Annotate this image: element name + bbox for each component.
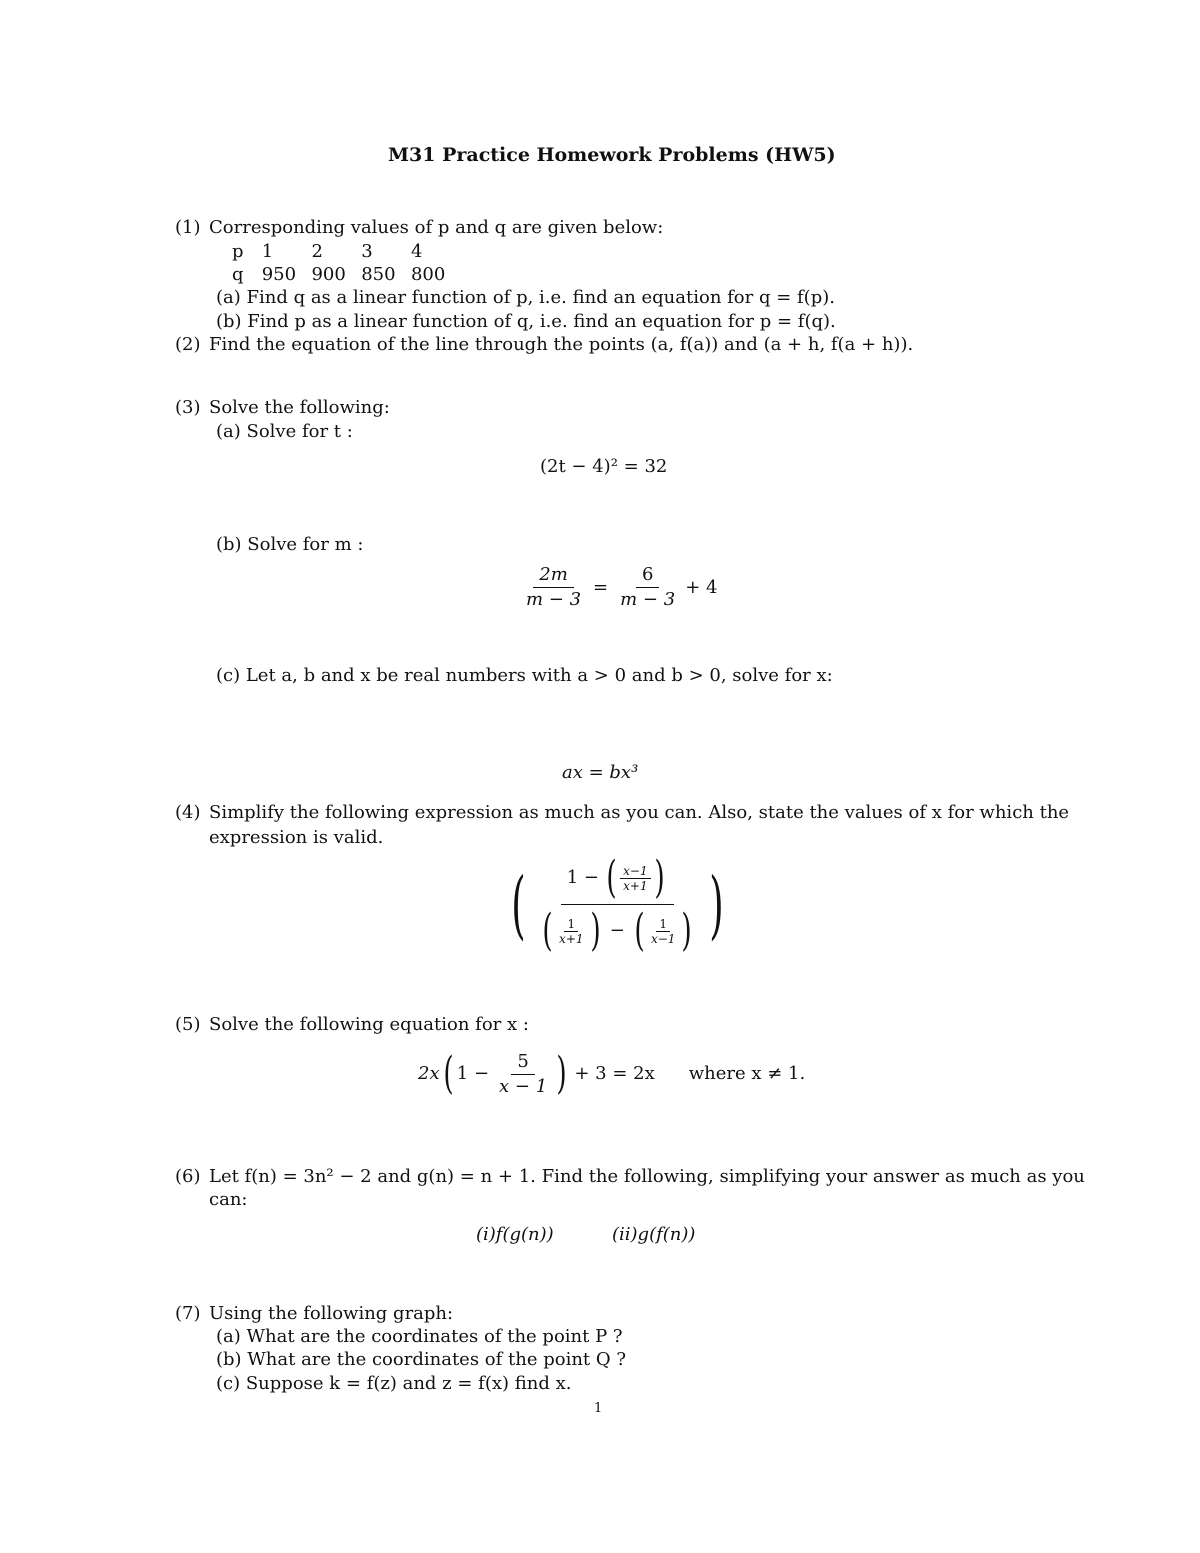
problem-4-line1: Simplify the following expression as much as you can. Also, state the values of x for which the bbox=[209, 802, 1070, 823]
problem-4-number: (4) bbox=[175, 802, 201, 823]
paren-open: ( bbox=[443, 1048, 454, 1099]
fraction-left bbox=[520, 566, 587, 609]
paren-close: ) bbox=[654, 852, 665, 903]
d2-numerator: 1 bbox=[656, 918, 670, 932]
table-cell: 900 bbox=[311, 264, 346, 285]
problem-6-part-i: (i)f(g(n)) bbox=[476, 1224, 554, 1245]
problem-2-number: (2) bbox=[175, 334, 201, 355]
problem-7b: (b) What are the coordinates of the point Q ? bbox=[216, 1349, 627, 1370]
d1-denominator: x+1 bbox=[559, 931, 584, 946]
problem-7a: (a) What are the coordinates of the point P ? bbox=[216, 1326, 623, 1347]
table-row-label: p bbox=[232, 241, 244, 262]
problem-3a: (a) Solve for t : bbox=[216, 421, 353, 442]
problem-6-line1: Let f(n) = 3n² − 2 and g(n) = n + 1. Find the following, simplifying your answer as much as you bbox=[209, 1166, 1085, 1187]
problem-6-part-ii: (ii)g(f(n)) bbox=[612, 1224, 696, 1245]
table-cell: 800 bbox=[410, 264, 446, 285]
denominator bbox=[533, 905, 702, 956]
denominator: m − 3 bbox=[526, 589, 582, 610]
table-cell: 4 bbox=[410, 241, 423, 262]
paren-open: ( bbox=[606, 852, 617, 903]
d1-numerator: 1 bbox=[564, 918, 578, 932]
equation-tail: + 3 = 2x bbox=[574, 1063, 655, 1084]
denominator-fraction-2 bbox=[648, 918, 678, 945]
numerator: 5 bbox=[511, 1053, 534, 1075]
inner-numerator: x−1 bbox=[620, 865, 650, 879]
problem-3b: (b) Solve for m : bbox=[216, 534, 364, 555]
page-number: 1 bbox=[594, 1401, 603, 1416]
inner-denominator: x+1 bbox=[623, 878, 648, 893]
numerator: 2m bbox=[533, 566, 574, 588]
lead-term: 2x bbox=[418, 1063, 440, 1084]
right-paren: ) bbox=[708, 861, 724, 948]
numerator: 6 bbox=[636, 566, 659, 588]
pq-table-row-p bbox=[232, 243, 455, 261]
table-cell: 950 bbox=[261, 264, 297, 285]
table-row-label: q bbox=[232, 264, 244, 285]
denominator: m − 3 bbox=[620, 589, 676, 610]
fraction bbox=[493, 1050, 553, 1097]
condition: where x ≠ 1. bbox=[688, 1063, 806, 1084]
table-cell: 2 bbox=[311, 241, 323, 262]
equals-sign: = bbox=[593, 576, 609, 598]
paren-close: ) bbox=[556, 1048, 567, 1099]
equation-5 bbox=[418, 1048, 806, 1099]
left-paren: ( bbox=[511, 861, 526, 948]
problem-2-text: Find the equation of the line through the points (a, f(a)) and (a + h, f(a + h)). bbox=[209, 334, 914, 355]
problem-6-line2: can: bbox=[209, 1189, 248, 1210]
paren-close: ) bbox=[681, 905, 693, 956]
problem-1b: (b) Find p as a linear function of q, i.e. find an equation for p = f(q). bbox=[216, 311, 836, 332]
problem-6-number: (6) bbox=[175, 1166, 201, 1187]
equation-3c: ax = bx³ bbox=[562, 762, 639, 783]
denominator-fraction-1 bbox=[556, 918, 586, 945]
equation-3b bbox=[520, 566, 717, 609]
problem-3c: (c) Let a, b and x be real numbers with a > 0 and b > 0, solve for x: bbox=[216, 665, 833, 686]
paren-open: ( bbox=[634, 905, 645, 956]
problem-4-line2: expression is valid. bbox=[209, 827, 384, 848]
table-cell: 1 bbox=[261, 241, 274, 262]
page-title: M31 Practice Homework Problems (HW5) bbox=[388, 144, 836, 166]
problem-1-number: (1) bbox=[175, 217, 201, 238]
problem-7c: (c) Suppose k = f(z) and z = f(x) find x. bbox=[216, 1373, 572, 1394]
table-cell: 3 bbox=[361, 241, 373, 262]
numerator bbox=[561, 852, 674, 905]
problem-1a: (a) Find q as a linear function of p, i.e. find an equation for q = f(p). bbox=[216, 287, 835, 308]
inner-fraction bbox=[620, 865, 650, 892]
equation-3a: (2t − 4)² = 32 bbox=[540, 456, 668, 477]
minus-sign: − bbox=[609, 920, 625, 941]
paren-open: ( bbox=[542, 905, 553, 956]
problem-5-text: Solve the following equation for x : bbox=[209, 1014, 529, 1035]
plus-term: + 4 bbox=[685, 576, 718, 598]
denominator: x − 1 bbox=[499, 1075, 548, 1097]
pq-table-row-q bbox=[232, 266, 455, 284]
paren-close: ) bbox=[589, 905, 601, 956]
fraction-right bbox=[614, 566, 681, 609]
one-minus: 1 − bbox=[566, 867, 599, 888]
problem-7-text: Using the following graph: bbox=[209, 1303, 454, 1324]
problem-3-number: (3) bbox=[175, 397, 201, 418]
main-fraction bbox=[533, 852, 702, 956]
problem-1-text: Corresponding values of p and q are given below: bbox=[209, 217, 664, 238]
problem-7-number: (7) bbox=[175, 1303, 201, 1324]
one-minus: 1 − bbox=[456, 1063, 490, 1084]
problem-5-number: (5) bbox=[175, 1014, 201, 1035]
table-cell: 850 bbox=[361, 264, 396, 285]
expression-4 bbox=[504, 852, 730, 956]
d2-denominator: x−1 bbox=[650, 931, 676, 946]
problem-3-text: Solve the following: bbox=[209, 397, 390, 418]
